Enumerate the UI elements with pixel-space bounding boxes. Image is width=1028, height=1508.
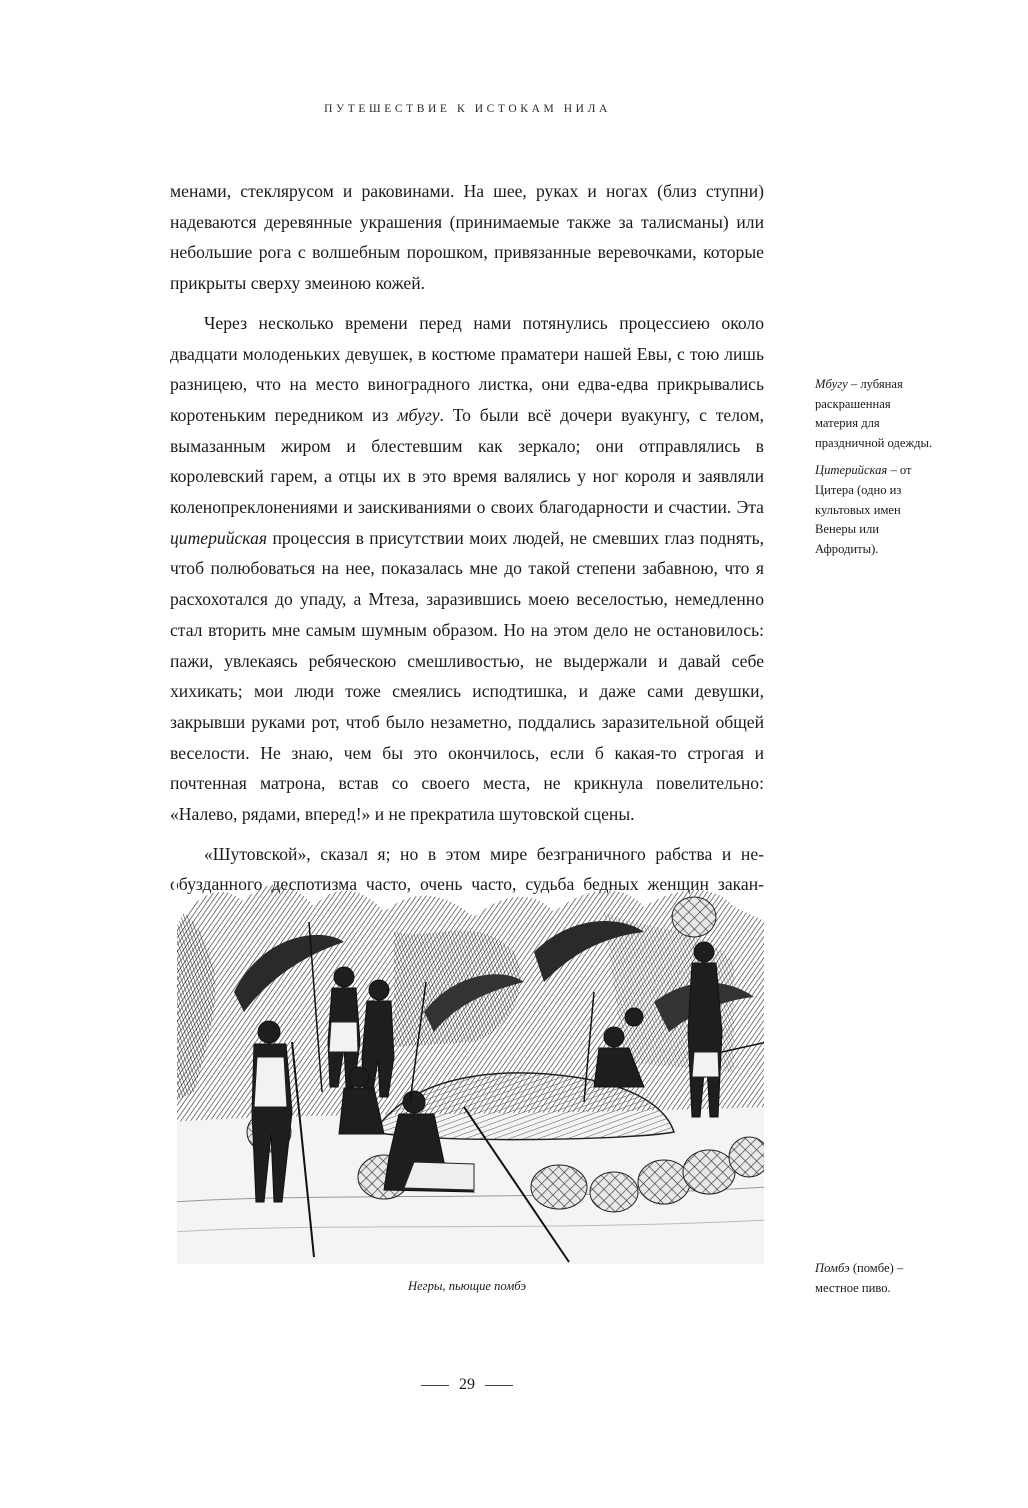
- paragraph-1: менами, стеклярусом и раковинами. На шее, руках и ногах (близ ступни) надеваются деревянные украшения (принимаемые также за талисманы) или небольшие рога с волшебным порошком, привязанные веревочками, которые прикрыты сверху змеиною кожей.: [170, 181, 764, 294]
- sidenote-citer-term: Цитерийская: [815, 463, 888, 478]
- page-number: [170, 1376, 764, 1394]
- sidenote-mbugu-term: Мбугу: [815, 377, 848, 391]
- page-number-value: 29: [459, 1376, 475, 1393]
- term-mbugu: мбугу: [397, 404, 440, 425]
- paragraph-2-part-b: . То были всё дочери вуакунгу, с телом, вымазанным жиром и блестевшим как зеркало; они отправлялись в королевский гарем, а отцы их в это время валялись у ног короля и заявляли коленопреклонениями и заискиваниями о своих благодарности и счастии. Эта: [170, 404, 764, 518]
- sidenote-mbugu: [815, 375, 933, 567]
- sidenote-pombe-text: (помбе) – местное пиво.: [815, 1261, 904, 1295]
- sidenote-pombe: [815, 1259, 933, 1306]
- paragraph-2: [170, 308, 764, 830]
- term-citerian: цитерийская: [170, 527, 268, 548]
- paragraph-3: «Шутовской», сказал я; но в этом мире безграничного рабства и необузданного деспотизма часто, очень часто, судьба бедных женщин закан-: [170, 843, 764, 895]
- folio-dash-left: [421, 1385, 449, 1386]
- sidenote-pombe-term: Помбэ: [815, 1261, 850, 1275]
- sidenote-citer-body: [815, 461, 933, 559]
- engraving-drawing: [174, 872, 767, 1267]
- paragraph-2-part-c: процессия в присутствии моих людей, не смевших глаз поднять, чтоб полюбоваться на нее, показалась мне до такой степени забавною, что я расхохотался до упаду, а Мтеза, заразившись моею веселостью, немедленно стал вторить мне самым шумным образом. Но на этом дело не остановилось: пажи, увлекаясь ребяческою смешливостью, не выдержали и давай себе хихикать; мои люди тоже смеялись исподтишка, и даже сами девушки, закрывши руками рот, чтоб было незаметно, поддались заразительной общей веселости. Не знаю, чем бы это окончилось, если б какая-то строгая и почтенная матрона, встав со своего места, не крикнула повелительно: «Налево, рядами, вперед!» и не прекратила шутовской сцены.: [170, 527, 764, 825]
- sidenote-mbugu-text: – лубяная раскрашенная материя для праздничной одежды.: [815, 377, 933, 450]
- illustration-caption: Негры, пьющие помбэ: [407, 1279, 527, 1293]
- sidenote-pombe-body: [815, 1259, 933, 1298]
- running-head: ПУТЕШЕСТВИЕ К ИСТОКАМ НИЛА: [324, 103, 611, 115]
- sidenote-mbugu-body: [815, 375, 933, 453]
- sidenote-citer-text: – от Цитера (одно из культовых имен Венеры или Афродиты).: [815, 463, 912, 556]
- folio-dash-right: [485, 1385, 513, 1386]
- main-text: [170, 176, 764, 909]
- engraving-illustration: [174, 872, 767, 1267]
- paragraph-2-part-a: Через несколько времени перед нами потянулись процессиею около двадцати молоденьких девушек, в костюме праматери нашей Евы, с тою лишь разницею, что на место виноградного листка, они едва-едва прикрывались коротеньким передником из: [170, 312, 764, 425]
